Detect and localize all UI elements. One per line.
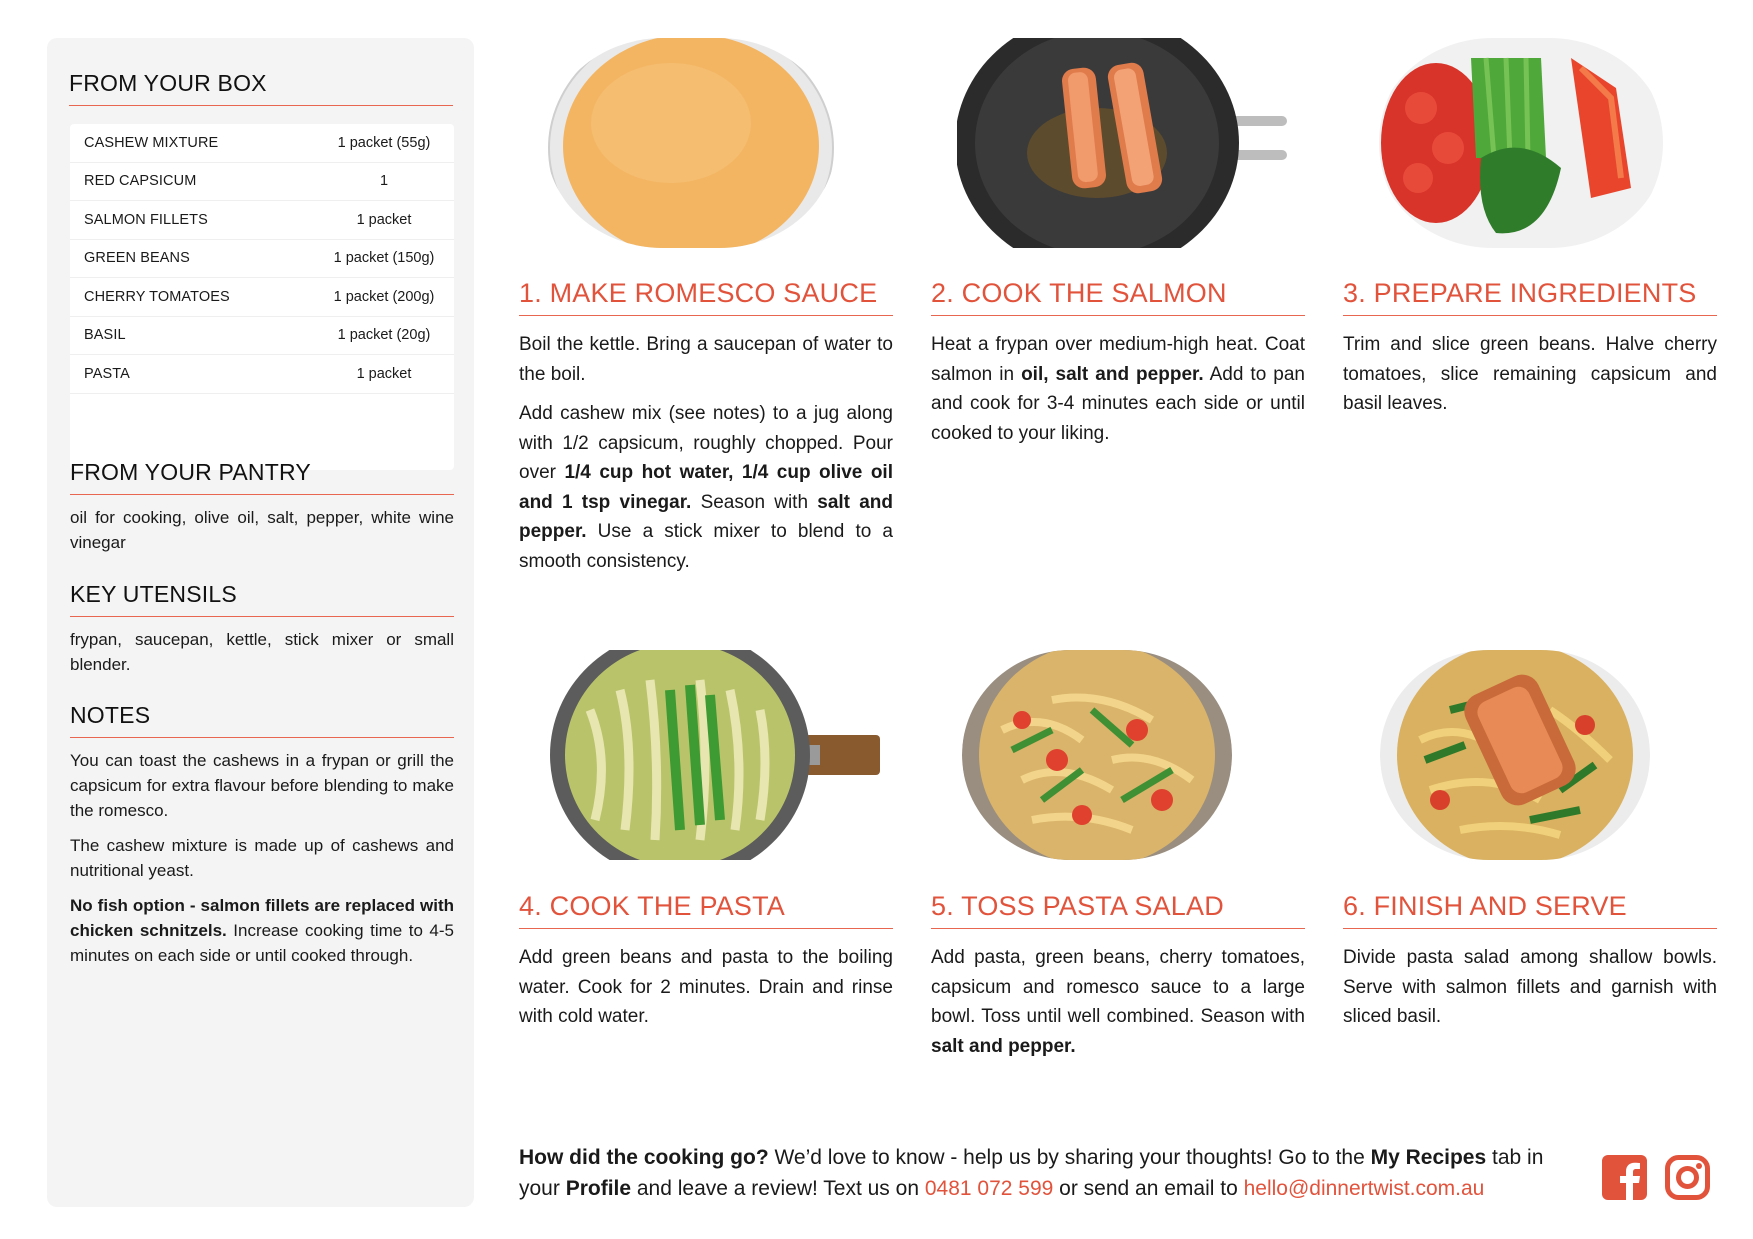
step-5-text-a: Add pasta, green beans, cherry tomatoes, capsicum and romesco sauce to a large bowl. Toss until well combined. Season with: [931, 947, 1305, 1027]
step-2-text-c: Add to pan and cook for 3-4 minutes each side or until cooked to your liking.: [931, 363, 1305, 444]
ingredient-qty: 1: [379, 173, 389, 190]
note-toast-cashews: You can toast the cashews in a frypan or grill the capsicum for extra flavour before blending to make the romesco.: [70, 751, 454, 820]
note-no-fish-bold: No fish option - salmon fillets are replaced with chicken schnitzels.: [70, 896, 454, 940]
pasta-colander-image: [550, 650, 880, 860]
from-your-box-heading: FROM YOUR BOX: [69, 70, 453, 106]
profile-label: Profile: [565, 1177, 632, 1200]
step-1-text-2a: Add cashew mix (see notes) to a jug along with 1/2 capsicum, roughly chopped. Pour over: [519, 403, 893, 483]
table-row: [70, 163, 454, 202]
ingredient-name: CASHEW MIXTURE: [84, 134, 219, 151]
pantry-section: [70, 459, 454, 555]
step-5-text-b: salt and pepper.: [931, 1035, 1076, 1057]
step-6-text: Divide pasta salad among shallow bowls. Serve with salmon fillets and garnish with sliced basil.: [1343, 947, 1717, 1027]
table-row: [70, 317, 454, 356]
notes-heading: NOTES: [70, 702, 454, 738]
step-1-text-2b: 1/4 cup hot water, 1/4 cup olive oil and 1 tsp vinegar.: [519, 462, 893, 513]
step-3-title: 3. PREPARE INGREDIENTS: [1343, 278, 1717, 316]
phone-link[interactable]: 0481 072 599: [924, 1177, 1054, 1200]
ingredients-sidebar: [47, 38, 474, 1207]
ingredient-qty: 1 packet: [356, 365, 412, 382]
ingredient-name: CHERRY TOMATOES: [84, 288, 230, 305]
feedback-question: How did the cooking go?: [519, 1146, 769, 1169]
step-1-text-2: [519, 399, 893, 576]
ingredient-name: RED CAPSICUM: [84, 173, 197, 190]
facebook-icon[interactable]: [1602, 1155, 1647, 1200]
ingredient-name: GREEN BEANS: [84, 250, 190, 267]
step-2: [931, 278, 1305, 448]
table-row: [70, 240, 454, 279]
my-recipes-label: My Recipes: [1370, 1146, 1487, 1169]
utensils-section: [70, 581, 454, 677]
finished-dish-image: [1380, 650, 1650, 860]
step-2-text: [931, 330, 1305, 448]
step-4: [519, 891, 893, 1032]
step-2-title: 2. COOK THE SALMON: [931, 278, 1305, 316]
step-1-text-2e: Use a stick mixer to blend to a smooth consistency.: [519, 521, 893, 572]
table-row: [70, 355, 454, 394]
step-2-text-b: oil, salt and pepper.: [1021, 363, 1204, 385]
step-6-title: 6. FINISH AND SERVE: [1343, 891, 1717, 929]
footer-text-4: or send an email to: [1053, 1177, 1244, 1200]
footer-text-2: tab in your: [519, 1146, 1544, 1200]
ingredient-qty: 1 packet (20g): [337, 327, 431, 344]
step-1-text-2d: salt and pepper.: [519, 491, 893, 542]
email-link[interactable]: hello@dinnertwist.com.au: [1243, 1177, 1485, 1200]
salmon-pan-image: [957, 38, 1287, 248]
table-row: [70, 278, 454, 317]
feedback-footer: [519, 1142, 1569, 1204]
step-1-title: 1. MAKE ROMESCO SAUCE: [519, 278, 893, 316]
step-6: [1343, 891, 1717, 1032]
step-3: [1343, 278, 1717, 419]
ingredient-name: PASTA: [84, 365, 130, 382]
pasta-salad-image: [962, 650, 1232, 860]
step-1-text-2c: Season with: [691, 491, 818, 513]
key-utensils-heading: KEY UTENSILS: [70, 581, 454, 617]
instagram-icon[interactable]: [1665, 1155, 1710, 1200]
step-4-text: Add green beans and pasta to the boiling water. Cook for 2 minutes. Drain and rinse with cold water.: [519, 947, 893, 1027]
notes-section: [70, 702, 454, 968]
step-1: [519, 278, 893, 576]
ingredient-qty: 1 packet (200g): [333, 288, 435, 305]
table-row: [70, 124, 454, 163]
ingredient-qty: 1 packet (55g): [337, 134, 431, 151]
step-5: [931, 891, 1305, 1061]
step-5-title: 5. TOSS PASTA SALAD: [931, 891, 1305, 929]
ingredients-table: [70, 124, 454, 470]
note-cashew-mixture: The cashew mixture is made up of cashews and nutritional yeast.: [70, 836, 454, 880]
footer-text-1: We’d love to know - help us by sharing your thoughts! Go to the: [768, 1146, 1371, 1169]
note-no-fish-rest: Increase cooking time to 4-5 minutes on each side or until cooked through.: [70, 921, 454, 965]
step-5-text: [931, 943, 1305, 1061]
step-4-title: 4. COOK THE PASTA: [519, 891, 893, 929]
prepared-ingredients-image: [1376, 38, 1666, 248]
ingredient-name: BASIL: [84, 327, 126, 344]
table-row: [70, 201, 454, 240]
romesco-sauce-image: [546, 38, 836, 248]
ingredient-name: SALMON FILLETS: [84, 211, 208, 228]
step-1-text-1: Boil the kettle. Bring a saucepan of water to the boil.: [519, 334, 893, 385]
pantry-text: oil for cooking, olive oil, salt, pepper, white wine vinegar: [70, 508, 454, 552]
ingredient-qty: 1 packet: [356, 211, 412, 228]
from-your-pantry-heading: FROM YOUR PANTRY: [70, 459, 454, 495]
step-3-text: Trim and slice green beans. Halve cherry tomatoes, slice remaining capsicum and basil leaves.: [1343, 334, 1717, 414]
note-no-fish-option: [70, 893, 454, 968]
ingredient-qty: 1 packet (150g): [333, 250, 435, 267]
footer-text-3: and leave a review! Text us on: [631, 1177, 925, 1200]
step-2-text-a: Heat a frypan over medium-high heat. Coat salmon in: [931, 334, 1305, 385]
utensils-text: frypan, saucepan, kettle, stick mixer or small blender.: [70, 630, 454, 674]
